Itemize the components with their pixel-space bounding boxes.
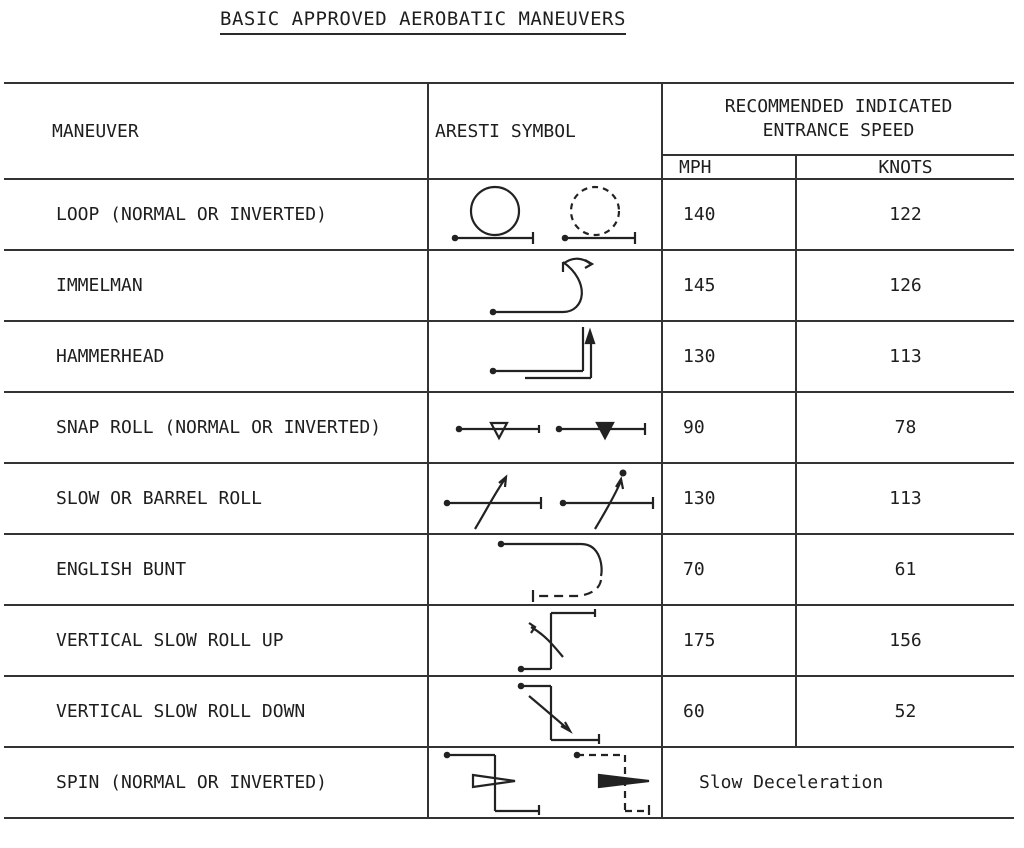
header-entrance-speed <box>662 83 1014 155</box>
aresti-symbol-cell <box>428 676 662 747</box>
vertical-roll-down-symbol-icon <box>435 680 655 744</box>
aresti-symbol-cell <box>428 392 662 463</box>
speed-mph: 175 <box>662 605 796 676</box>
maneuver-name: VERTICAL SLOW ROLL UP <box>4 605 428 676</box>
maneuver-name: HAMMERHEAD <box>4 321 428 392</box>
aresti-symbol-cell <box>428 747 662 818</box>
speed-mph: 140 <box>662 179 796 250</box>
speed-mph: 90 <box>662 392 796 463</box>
speed-mph: 130 <box>662 463 796 534</box>
maneuver-name: SNAP ROLL (NORMAL OR INVERTED) <box>4 392 428 463</box>
maneuver-name: VERTICAL SLOW ROLL DOWN <box>4 676 428 747</box>
vertical-roll-up-symbol-icon <box>435 609 655 673</box>
header-aresti-symbol: ARESTI SYMBOL <box>428 83 662 179</box>
snap-roll-symbol-icon <box>435 396 655 460</box>
english-bunt-symbol-icon <box>435 538 655 602</box>
speed-note: Slow Deceleration <box>662 747 1014 818</box>
aresti-symbol-cell <box>428 463 662 534</box>
maneuver-name: SLOW OR BARREL ROLL <box>4 463 428 534</box>
aresti-symbol-cell <box>428 321 662 392</box>
speed-knots: 156 <box>796 605 1014 676</box>
header-knots: KNOTS <box>796 155 1014 179</box>
speed-knots: 61 <box>796 534 1014 605</box>
spin-symbol-icon <box>435 751 655 815</box>
speed-mph: 145 <box>662 250 796 321</box>
table-row <box>4 605 1014 676</box>
speed-knots: 113 <box>796 321 1014 392</box>
table-row <box>4 676 1014 747</box>
header-maneuver: MANEUVER <box>4 83 428 179</box>
header-speed-line1: RECOMMENDED INDICATED <box>724 96 953 117</box>
table-header-row <box>4 83 1014 155</box>
aresti-symbol-cell <box>428 179 662 250</box>
speed-knots: 113 <box>796 463 1014 534</box>
maneuver-name: IMMELMAN <box>4 250 428 321</box>
maneuver-name: SPIN (NORMAL OR INVERTED) <box>4 747 428 818</box>
maneuver-name: LOOP (NORMAL OR INVERTED) <box>4 179 428 250</box>
aresti-symbol-cell <box>428 250 662 321</box>
speed-knots: 122 <box>796 179 1014 250</box>
speed-knots: 52 <box>796 676 1014 747</box>
table-row <box>4 392 1014 463</box>
speed-mph: 70 <box>662 534 796 605</box>
loop-symbol-icon <box>435 183 655 247</box>
table-row <box>4 463 1014 534</box>
aresti-symbol-cell <box>428 605 662 676</box>
aresti-symbol-cell <box>428 534 662 605</box>
slow-roll-symbol-icon <box>435 467 655 531</box>
speed-knots: 78 <box>796 392 1014 463</box>
table-row <box>4 250 1014 321</box>
header-speed-line2: ENTRANCE SPEED <box>762 120 915 141</box>
header-mph: MPH <box>662 155 796 179</box>
maneuver-table-container <box>0 82 1024 832</box>
speed-mph: 60 <box>662 676 796 747</box>
maneuver-table <box>4 82 1014 819</box>
table-row <box>4 747 1014 818</box>
document-title: BASIC APPROVED AEROBATIC MANEUVERS <box>220 8 626 35</box>
speed-knots: 126 <box>796 250 1014 321</box>
immelman-symbol-icon <box>435 254 655 318</box>
table-row <box>4 179 1014 250</box>
hammerhead-symbol-icon <box>435 325 655 389</box>
maneuver-name: ENGLISH BUNT <box>4 534 428 605</box>
table-row <box>4 321 1014 392</box>
table-row <box>4 534 1014 605</box>
speed-mph: 130 <box>662 321 796 392</box>
